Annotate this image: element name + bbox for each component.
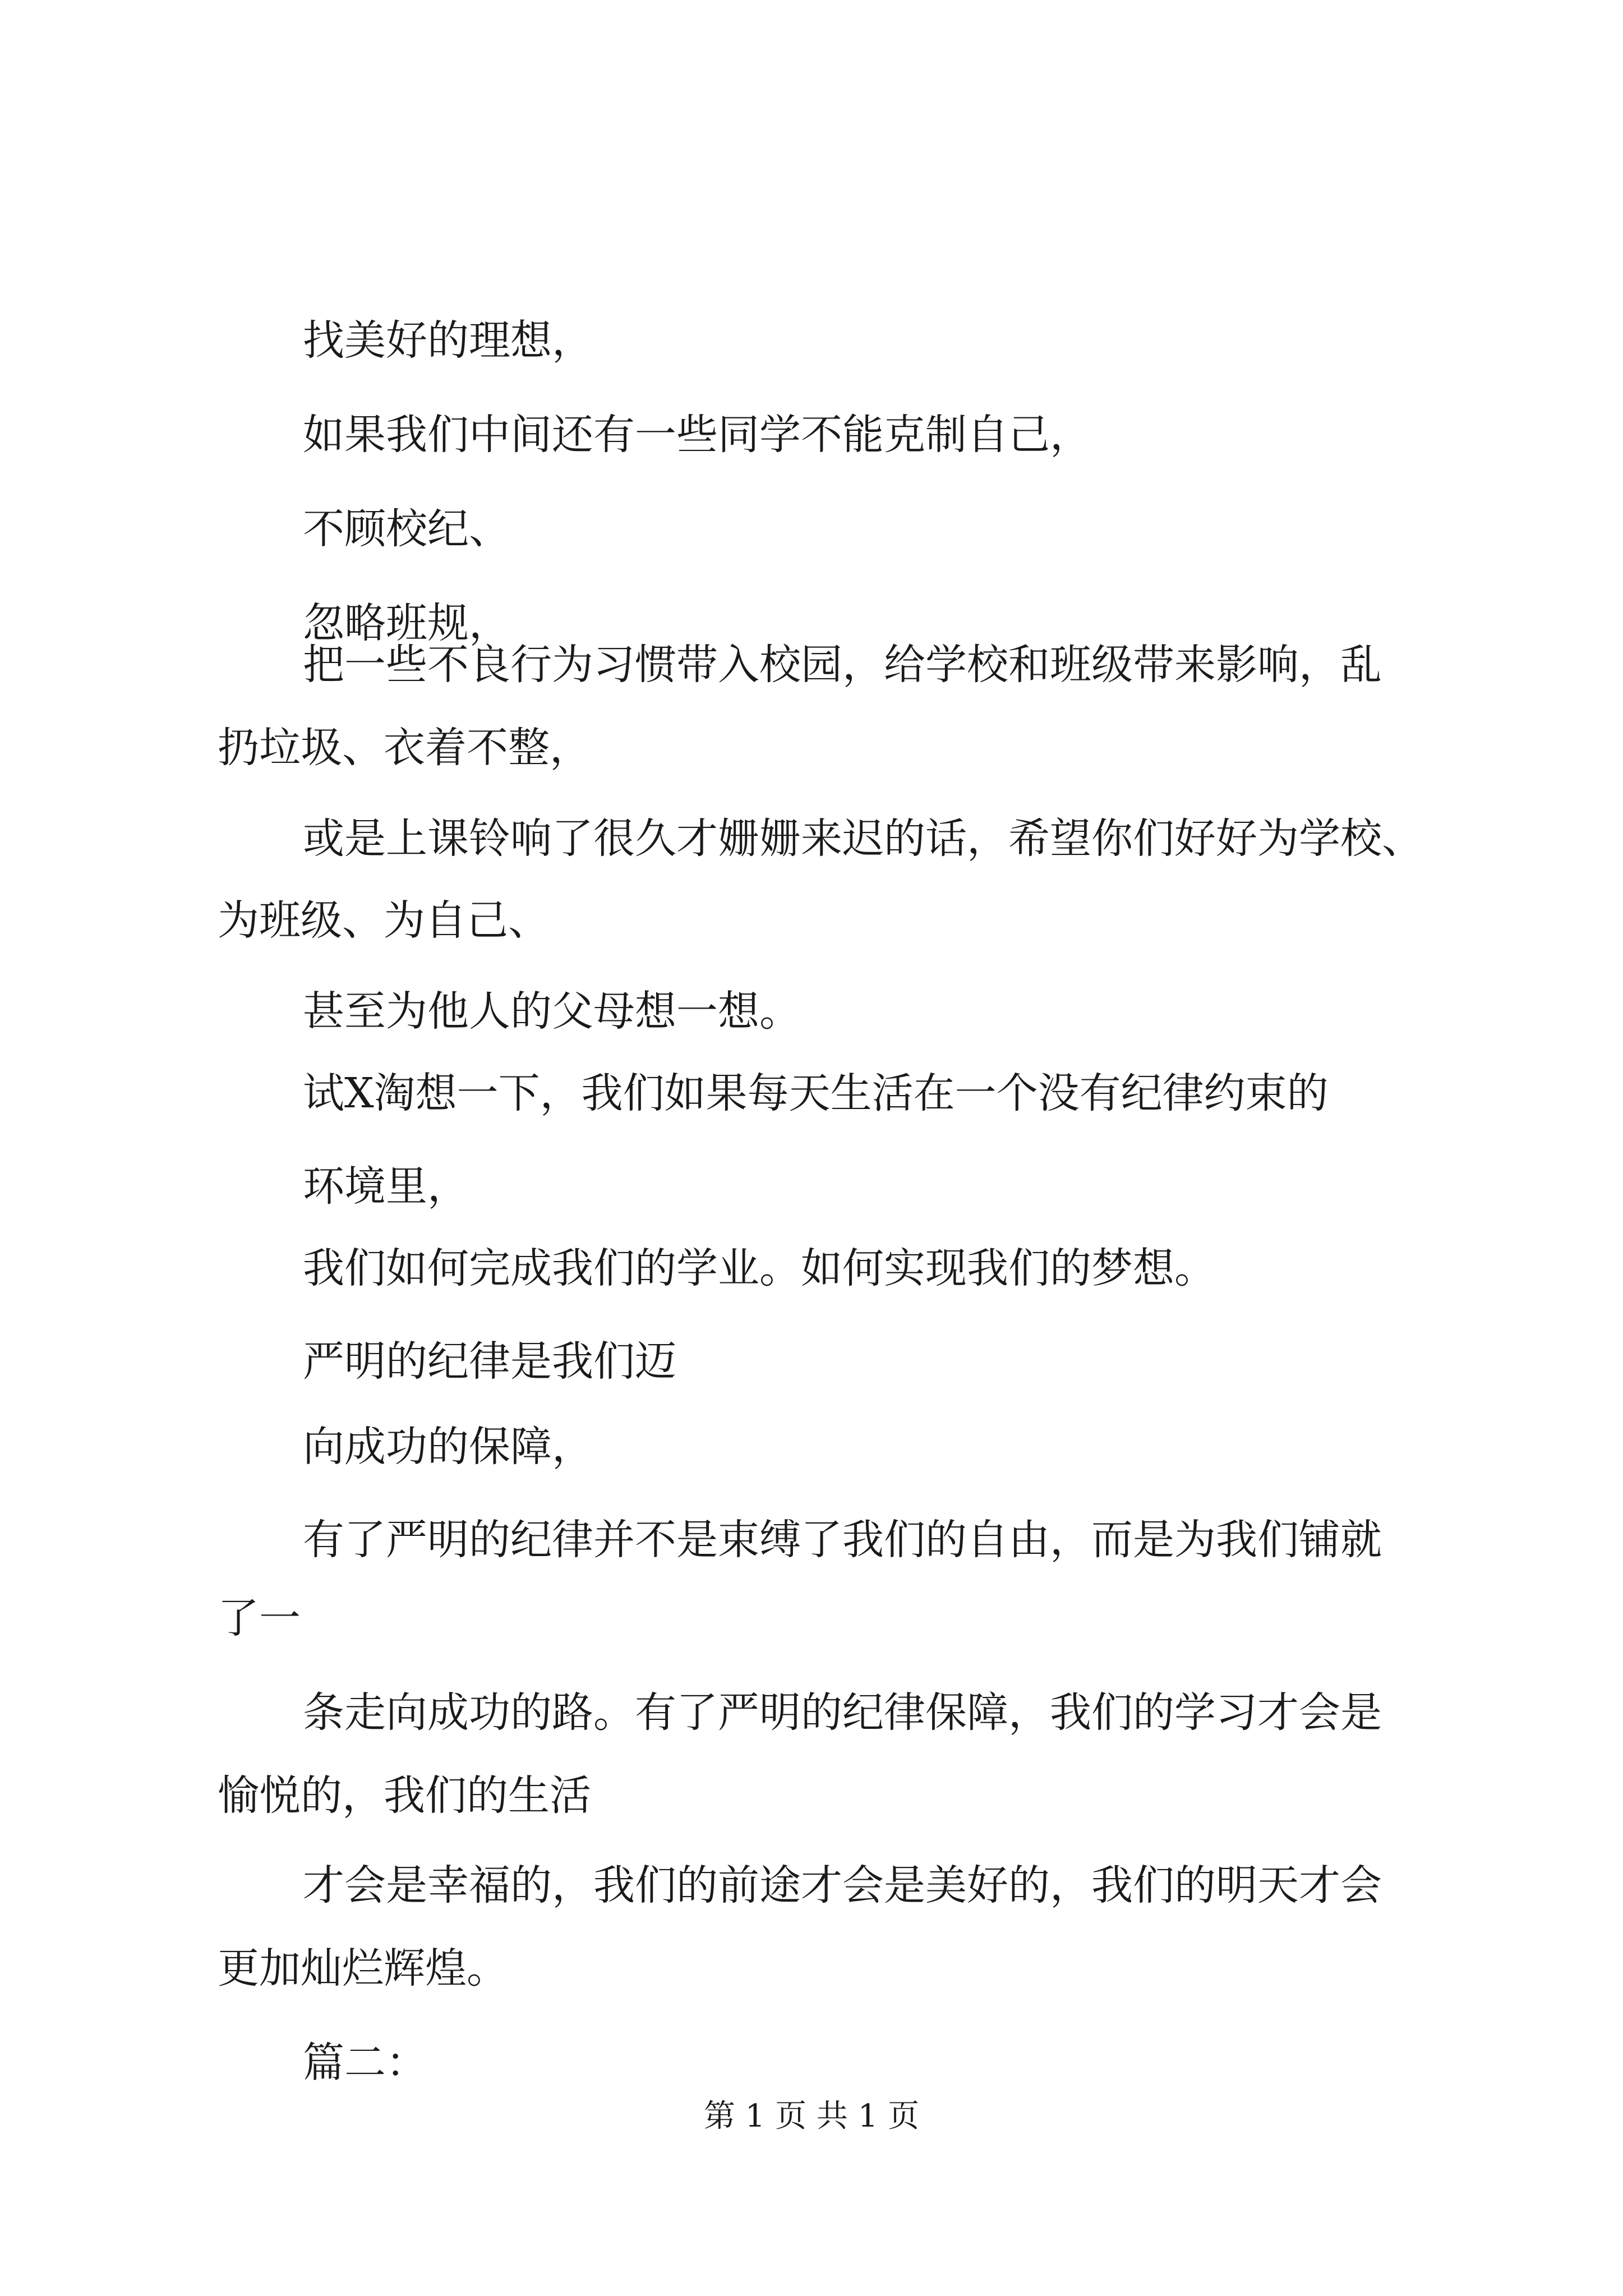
- text-line: 不顾校纪、: [303, 505, 510, 553]
- text-line: 甚至为他人的父母想一想。: [303, 987, 801, 1036]
- text-line: 找美好的理想，: [303, 316, 593, 365]
- text-line: 扔垃圾、衣着不整，: [218, 724, 591, 772]
- section-heading: 篇二：: [303, 2039, 427, 2087]
- text-line: 为班级、为自己、: [218, 896, 550, 945]
- text-line: 环境里，: [303, 1162, 469, 1211]
- text-line: 试X淘想一下，我们如果每天生活在一个没有纪律约束的: [303, 1069, 1329, 1117]
- text-line: 我们如何完成我们的学业。如何实现我们的梦想。: [303, 1244, 1216, 1292]
- text-line: 条走向成功的路。有了严明的纪律保障，我们的学习才会是: [303, 1688, 1382, 1737]
- text-line: 严明的纪律是我们迈: [303, 1337, 676, 1386]
- text-line: 更加灿烂辉煌。: [218, 1944, 508, 1993]
- text-line: 如果我们中间还有一些同学不能克制自己，: [303, 411, 1091, 459]
- text-line: 才会是幸福的，我们的前途才会是美好的，我们的明天才会: [303, 1861, 1382, 1910]
- text-line: 或是上课铃响了很久才姗姗来迟的话，希望你们好好为学校、: [303, 815, 1423, 863]
- page-footer: 第 1 页 共 1 页: [703, 2098, 920, 2134]
- text-line: 向成功的保障，: [303, 1423, 593, 1471]
- text-line: 了一: [218, 1594, 301, 1642]
- text-line: 有了严明的纪律并不是束缚了我们的自由，而是为我们铺就: [303, 1516, 1382, 1564]
- text-line: 愉悦的，我们的生活: [218, 1772, 591, 1820]
- text-line: 把一些不良行为习惯带入校园，给学校和班级带来影响，乱: [303, 641, 1382, 689]
- text-line: 忽略班规，: [303, 599, 510, 647]
